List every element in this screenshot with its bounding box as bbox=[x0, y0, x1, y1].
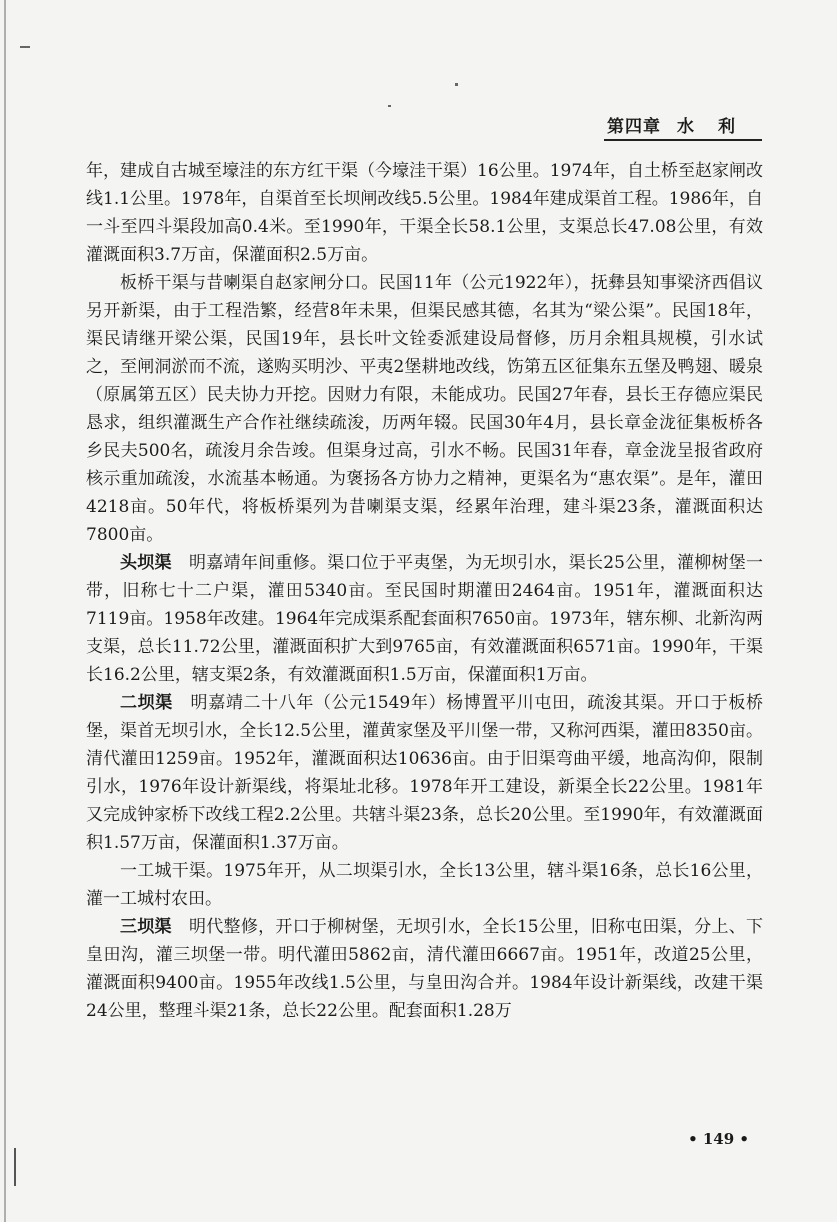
paragraph-p6 bbox=[86, 913, 763, 1025]
paragraph-text: 板桥干渠与昔喇渠自赵家闸分口。民国11年（公元1922年），抚彝县知事梁济西倡议另开新渠，由于工程浩繁，经营8年未果，但渠民感其德，名其为“梁公渠”。民国18年，渠民请继开梁公渠，民国19年，县长叶文铨委派建设局督修，历月余粗具规模，引水试之，至闸洞淤而不流，遂购买明沙、平夷2堡耕地改线，饬第五区征集东五堡及鸭翅、暖泉（原属第五区）民夫协力开挖。因财力有限，未能成功。民国27年春，县长王存德应渠民恳求，组织灌溉生产合作社继续疏浚，历两年辍。民国30年4月，县长章金泷征集板桥各乡民夫500名，疏浚月余告竣。但渠身过高，引水不畅。民国31年春，章金泷呈报省政府核示重加疏浚，水流基本畅通。为褒扬各方协力之精神，更渠名为“惠农渠”。是年，灌田4218亩。50年代，将板桥渠列为昔喇渠支渠，经累年治理，建斗渠23条，灌溉面积达7800亩。 bbox=[86, 273, 763, 545]
paragraph-lead: 二坝渠 bbox=[120, 693, 173, 713]
paragraph-p3 bbox=[86, 549, 763, 689]
header-rule bbox=[604, 139, 762, 141]
chapter-title: 水利 bbox=[677, 117, 759, 137]
paragraph-p1 bbox=[86, 157, 763, 269]
running-header bbox=[607, 112, 759, 137]
scan-mark bbox=[14, 1148, 16, 1186]
paragraph-text: 明代整修，开口于柳树堡，无坝引水，全长15公里，旧称屯田渠，分上、下皇田沟，灌三坝堡一带。明代灌田5862亩，清代灌田6667亩。1951年，改道25公里，灌溉面积9400亩。1955年改线1.5公里，与皇田沟合并。1984年设计新渠线，改建干渠24公里，整理斗渠21条，总长22公里。配套面积1.28万 bbox=[86, 917, 763, 1021]
paragraph-p5 bbox=[86, 857, 763, 913]
paragraph-text: 明嘉靖年间重修。渠口位于平夷堡，为无坝引水，渠长25公里，灌柳树堡一带，旧称七十二户渠，灌田5340亩。至民国时期灌田2464亩。1951年，灌溉面积达7119亩。1958年改建。1964年完成渠系配套面积7650亩。1973年，辖东柳、北新沟两支渠，总长11.72公里，灌溉面积扩大到9765亩，有效灌溉面积6571亩。1990年，干渠长16.2公里，辖支渠2条，有效灌溉面积1.5万亩，保灌面积1万亩。 bbox=[86, 553, 763, 685]
paragraph-p2 bbox=[86, 269, 763, 549]
paragraph-lead: 头坝渠 bbox=[120, 553, 172, 573]
scan-speck bbox=[388, 105, 391, 107]
paragraph-p4 bbox=[86, 689, 763, 857]
paragraph-lead: 三坝渠 bbox=[120, 917, 172, 937]
scan-speck bbox=[455, 83, 458, 86]
paragraph-text: 一工城干渠。1975年开，从二坝渠引水，全长13公里，辖斗渠16条，总长16公里，灌一工城村农田。 bbox=[86, 861, 763, 909]
paragraph-text: 年，建成自古城至壕洼的东方红干渠（今壕洼干渠）16公里。1974年，自土桥至赵家闸改线1.1公里。1978年，自渠首至长坝闸改线5.5公里。1984年建成渠首工程。1986年，自一斗至四斗渠段加高0.4米。至1990年，干渠全长58.1公里，支渠总长47.08公里，有效灌溉面积3.7万亩，保灌面积2.5万亩。 bbox=[86, 161, 763, 265]
scan-speck bbox=[20, 46, 30, 48]
paragraph-text: 明嘉靖二十八年（公元1549年）杨博置平川屯田，疏浚其渠。开口于板桥堡，渠首无坝引水，全长12.5公里，灌黄家堡及平川堡一带，又称河西渠，灌田8350亩。清代灌田1259亩。1952年，灌溉面积达10636亩。由于旧渠弯曲平缓，地高沟仰，限制引水，1976年设计新渠线，将渠址北移。1978年开工建设，新渠全长22公里。1981年又完成钟家桥下改线工程2.2公里。共辖斗渠23条，总长20公里。至1990年，有效灌溉面积1.57万亩，保灌面积1.37万亩。 bbox=[86, 693, 764, 853]
body-text bbox=[86, 157, 763, 1025]
chapter-label: 第四章 bbox=[607, 117, 661, 137]
page-number: • 149 • bbox=[688, 1130, 749, 1148]
scan-left-edge bbox=[4, 0, 6, 1222]
